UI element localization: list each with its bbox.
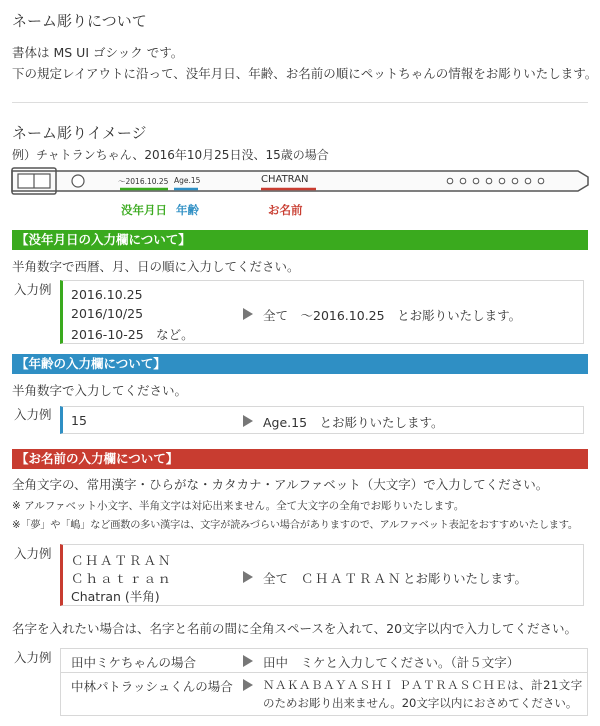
name-example-2: Ｃｈａｔｒａｎ: [71, 571, 173, 586]
age-example: 15: [71, 413, 87, 428]
case-result-line-2: のためお彫り出来ません。20文字以内におさめてください。: [263, 696, 578, 710]
belt-name-text: CHATRAN: [261, 174, 309, 185]
age-result: Age.15 とお彫りいたします。: [263, 415, 444, 430]
section-title-image: ネーム彫りイメージ: [12, 124, 147, 142]
belt-age-text: Age.15: [174, 176, 201, 185]
age-example-label: 入力例: [14, 407, 52, 422]
arrow-right-icon: [243, 679, 253, 691]
example-text: 例）チャトランちゃん、2016年10月25日没、15歳の場合: [12, 148, 329, 162]
age-desc: 半角数字で入力してください。: [12, 383, 188, 398]
case-result: ＮＡＫＡＢＡＹＡＳＨＩ ＰＡＴＲＡＳＣＨＥは、計21文字: [263, 678, 583, 692]
age-header: 【年齢の入力欄について】: [12, 354, 588, 374]
case-label: 中林パトラッシュくんの場合: [71, 679, 233, 694]
case-label: 田中ミケちゃんの場合: [71, 655, 197, 670]
death-date-result: 全て ～2016.10.25 とお彫りいたします。: [263, 308, 522, 323]
name-example-3: Chatran (半角): [71, 589, 160, 604]
death-date-desc: 半角数字で西暦、月、日の順に入力してください。: [12, 259, 300, 274]
death-date-example-label: 入力例: [14, 282, 52, 297]
intro-text: 下の規定レイアウトに沿って、没年月日、年齢、お名前の順にペットちゃんの情報をお彫りいたします。: [12, 66, 598, 81]
case-result: 田中 ミケと入力してください。（計５文字）: [263, 655, 520, 670]
name-example-box: [60, 544, 584, 606]
death-date-header: 【没年月日の入力欄について】: [12, 230, 588, 250]
name-result-name: ＣＨＡＴＲＡＮ: [301, 571, 403, 586]
belt-label-age: 年齢: [176, 203, 199, 217]
arrow-right-icon: [243, 571, 253, 583]
death-date-example-box: [60, 280, 584, 344]
name-result-prefix: 全て: [263, 571, 289, 586]
name-result-suffix: とお彫りいたします。: [403, 571, 528, 586]
arrow-right-icon: [243, 415, 253, 427]
belt-date-text: 〜2016.10.25: [118, 177, 169, 186]
name-example-label-2: 入力例: [14, 650, 52, 665]
name-example-label: 入力例: [14, 546, 52, 561]
section-title-about: ネーム彫りについて: [12, 12, 147, 30]
surname-example-table: [60, 648, 588, 716]
belt-label-date: 没年月日: [121, 203, 167, 217]
name-example-1: ＣＨＡＴＲＡＮ: [71, 553, 173, 568]
death-date-example-3: 2016-10-25 など。: [71, 327, 194, 342]
table-row: [61, 673, 587, 716]
death-date-example-2: 2016/10/25: [71, 306, 144, 321]
table-row: [61, 649, 587, 673]
name-note-1: ※ アルファベット小文字、半角文字は対応出来ません。全て大文字の全角でお彫りいたします。: [12, 500, 465, 512]
belt-label-name: お名前: [268, 203, 303, 217]
arrow-right-icon: [243, 308, 253, 320]
section-divider: [12, 102, 588, 103]
arrow-right-icon: [243, 655, 253, 667]
name-desc: 全角文字の、常用漢字・ひらがな・カタカナ・アルファベット（大文字）で入力してください。: [12, 477, 549, 492]
name-header: 【お名前の入力欄について】: [12, 449, 588, 469]
death-date-example-1: 2016.10.25: [71, 287, 143, 302]
age-example-box: [60, 406, 584, 434]
name-note-2: ※「夢」や「嶋」など画数の多い漢字は、文字が読みづらい場合がありますので、アルファベット表記をおすすめいたします。: [12, 520, 578, 531]
space-note: 名字を入れたい場合は、名字と名前の間に全角スペースを入れて、20文字以内で入力してください。: [12, 621, 578, 636]
font-info-text: 書体は MS UI ゴシック です。: [12, 45, 184, 60]
